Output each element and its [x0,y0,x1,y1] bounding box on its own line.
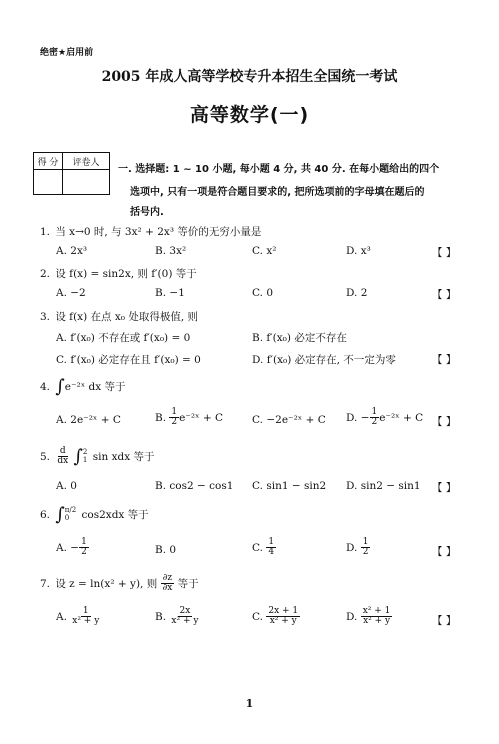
q6-stem: 6. ∫ π/2 0 cos2xdx 等于 [40,504,149,525]
integral-symbol: ∫ [55,376,65,397]
q4-option-c: C. −2e⁻²ˣ + C [252,414,326,426]
q4-d-fraction: $\frac{1}{2}$ [371,407,378,428]
q2-option-c: C. 0 [252,287,274,299]
q3-answer-bracket: 【 】 [432,354,457,366]
q7-a-fraction: $\frac{1}{\text{x² + y}}$ [72,606,100,627]
q7-option-a: A. $\frac{1}{\text{x² + y}}$ [56,606,100,627]
q1-stem: 1. 当 x→0 时, 与 3x² + 2x³ 等价的无穷小量是 [40,226,262,238]
q4-option-d: D. − $\frac{1}{2}$ e⁻²ˣ + C [346,407,424,428]
q1-option-b: B. 3x² [155,245,187,257]
q4-option-b: B. $\frac{1}{2}$ e⁻²ˣ + C [155,407,224,428]
q1-answer-bracket: 【 】 [432,247,457,259]
q6-answer-bracket: 【 】 [432,546,457,558]
q6-limits: π/2 0 [64,506,77,522]
q1-option-d: D. x³ [346,245,371,257]
q5-option-c: C. sin1 − sin2 [252,480,327,492]
grader-header: 评卷人 [63,153,110,170]
q4-option-a: A. 2e⁻²ˣ + C [56,414,121,426]
q6-option-b: B. 0 [155,544,177,556]
q4-answer-bracket: 【 】 [432,416,457,428]
score-header: 得 分 [34,153,63,170]
q5-limits: 2 1 [82,448,88,464]
q6-a-fraction: $\frac{1}{2}$ [81,537,87,558]
q5-answer-bracket: 【 】 [432,482,457,494]
instructions-line-2: 选项中, 只有一项是符合题目要求的, 把所选项前的字母填在题后的 [130,187,425,198]
q6-d-fraction: $\frac{1}{2}$ [362,537,369,558]
q5-stem: 5. $\frac{d}{dx}$ ∫ 2 1 sin xdx 等于 [40,445,155,467]
q5-option-a: A. 0 [56,480,77,492]
exam-title: 2005 年成人高等学校专升本招生全国统一考试 [101,69,398,85]
q5-option-b: B. cos2 − cos1 [155,480,234,492]
instructions-line-1: 一. 选择题: 1 ~ 10 小题, 每小题 4 分, 共 40 分. 在每小题给出的四个 [118,164,440,175]
q2-option-d: D. 2 [346,287,368,299]
q3-option-a: A. f′(x₀) 不存在或 f′(x₀) = 0 [56,332,191,344]
q4-b-fraction: $\frac{1}{2}$ [171,407,178,428]
q7-option-b: B. $\frac{2x}{\text{x² + y}}$ [155,606,199,627]
q7-option-c: C. $\frac{2x + 1}{\text{x² + y}}$ [252,606,299,627]
q3-option-b: B. f′(x₀) 必定不存在 [252,332,347,344]
q7-c-fraction: $\frac{2x + 1}{\text{x² + y}}$ [268,606,299,627]
q3-stem: 3. 设 f(x) 在点 x₀ 处取得极值, 则 [40,311,199,323]
q7-d-fraction: $\frac{\text{x² + 1}}{\text{x² + y}}$ [362,606,391,627]
q2-option-a: A. −2 [56,287,86,299]
q2-option-b: B. −1 [155,287,185,299]
q6-option-c: C. $\frac{1}{4}$ [252,537,275,558]
score-cell [34,170,63,195]
q7-option-d: D. $\frac{\text{x² + 1}}{\text{x² + y}}$ [346,606,391,627]
page-number: 1 [245,697,254,710]
q7-stem: 7. 设 z = ln(x² + y), 则 $\frac{\partial z}{\partial x}$ 等于 [40,573,199,594]
q7-answer-bracket: 【 】 [432,615,457,627]
integral-symbol: ∫ [55,504,65,525]
q1-option-a: A. 2x³ [56,245,88,257]
q7-partial: $\frac{\partial z}{\partial x}$ [162,573,173,594]
q6-option-d: D. $\frac{1}{2}$ [346,537,369,558]
q2-answer-bracket: 【 】 [432,289,457,301]
q6-option-a: A. − $\frac{1}{2}$ [56,537,87,558]
q5-option-d: D. sin2 − sin1 [346,480,421,492]
q3-option-d: D. f′(x₀) 必定存在, 不一定为零 [252,354,396,366]
score-table [33,152,110,195]
integral-symbol: ∫ [73,445,83,467]
confidential-label: 绝密★启用前 [40,48,94,58]
q5-derivative: $\frac{d}{dx}$ [57,446,69,467]
q3-option-c: C. f′(x₀) 必定存在且 f′(x₀) = 0 [56,354,201,366]
grader-cell [63,170,110,195]
q7-b-fraction: $\frac{2x}{\text{x² + y}}$ [171,606,199,627]
q2-stem: 2. 设 f(x) = sin2x, 则 f′(0) 等于 [40,268,197,280]
q4-stem: 4. ∫e⁻²ˣ dx 等于 [40,376,126,397]
q6-c-fraction: $\frac{1}{4}$ [268,537,275,558]
subject-title: 高等数学(一) [189,104,310,126]
instructions-line-3: 括号内. [130,207,164,218]
q1-option-c: C. x² [252,245,277,257]
